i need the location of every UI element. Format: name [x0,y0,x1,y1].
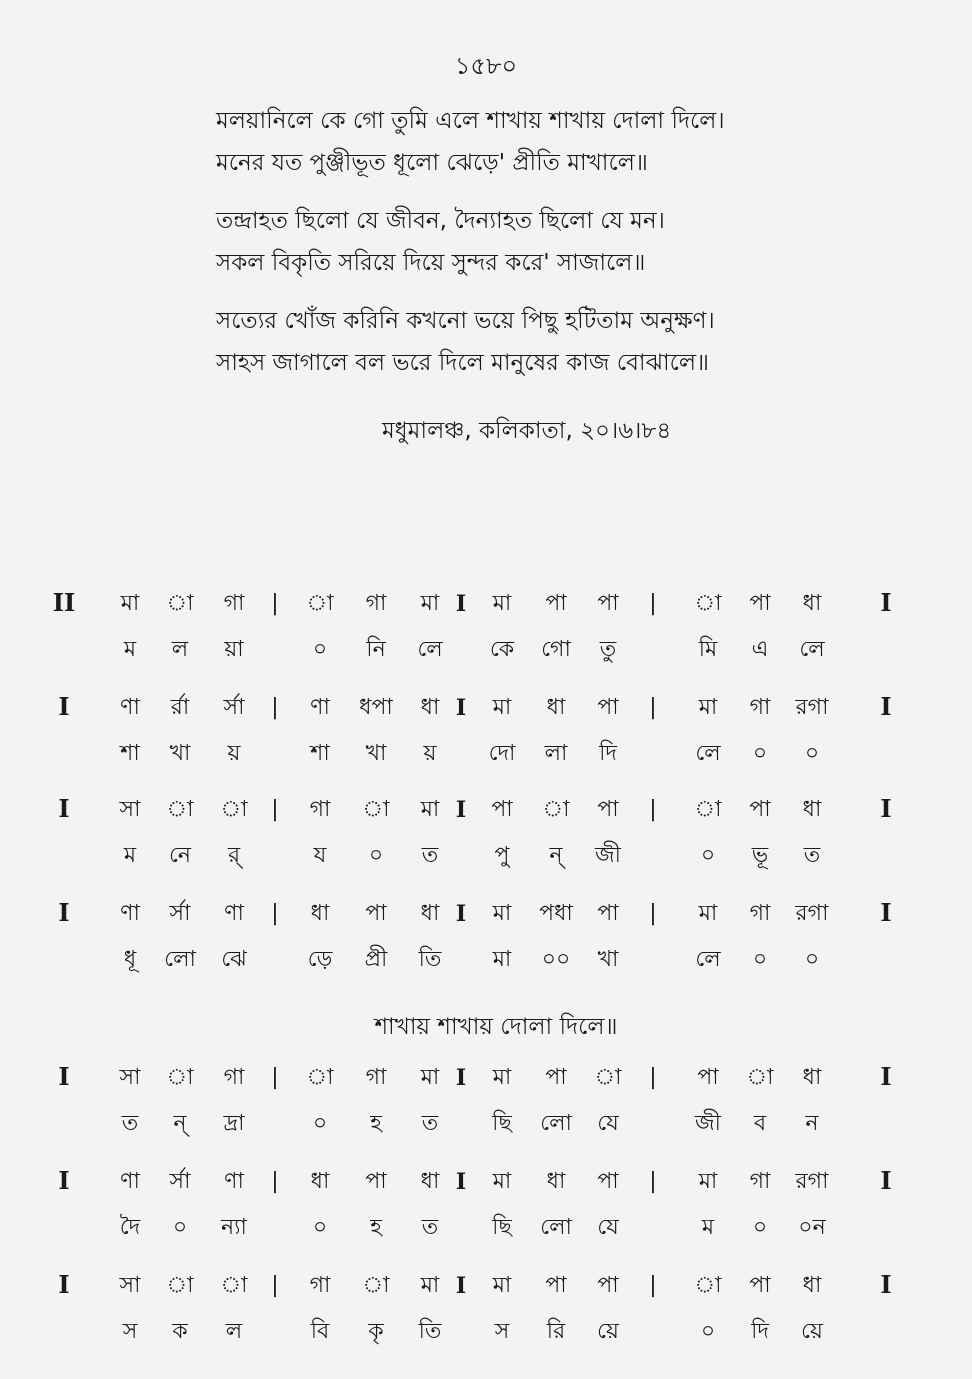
lyric-syllable: হ [370,1111,382,1136]
swara-note: মা [420,1273,440,1298]
row-start-barline: I [58,692,70,721]
swara-note: গা [749,901,771,926]
swara-line [100,790,860,830]
swara-note: ণা [120,901,140,926]
verse-2 [216,200,896,284]
barline: | [649,797,657,822]
swara-line [100,688,860,728]
swara-note: া [166,591,194,616]
barline: | [649,1273,657,1298]
lyric-syllable: র্ [227,843,241,868]
swara-note: ধা [546,1169,566,1194]
verse-line: সাহস জাগালে বল ভরে দিলে মানুষের কাজ বোঝালে॥ [216,350,710,376]
lyric-syllable: ত [121,1111,139,1136]
lyric-syllable: ০ [368,843,384,868]
barline: | [649,1065,657,1090]
lyric-syllable: ত [421,1111,439,1136]
swara-note: পা [597,591,619,616]
lyric-syllable: দ্রা [223,1111,245,1136]
lyric-syllable: স [494,1319,510,1344]
swara-note: মা [492,1169,512,1194]
swara-note: া [746,1065,774,1090]
swara-note: মা [492,695,512,720]
lyric-syllable-line [100,734,860,774]
row-end-barline: I [880,692,892,721]
swara-note: গা [309,1273,331,1298]
row-start-barline: I [58,1062,70,1091]
lyric-syllable: য়া [224,637,244,662]
page-number: ১৫৮০ [454,52,518,80]
lyric-syllable: কৃ [368,1319,384,1344]
swara-line [100,894,860,934]
notation-row [0,584,972,680]
swara-note: ণা [310,695,330,720]
signature: মধুমালঞ্চ, কলিকাতা, ২০।৬।৮৪ [382,418,672,444]
lyric-syllable: ত [421,843,439,868]
barline: | [271,591,279,616]
swara-note: গা [749,695,771,720]
lyric-syllable: ধূ [123,947,137,972]
lyric-syllable: জী [595,843,621,868]
lyric-syllable: কে [489,637,515,662]
swara-note: পা [545,591,567,616]
row-start-barline: I [58,1270,70,1299]
swara-note: র্সা [169,901,191,926]
lyric-syllable: স [122,1319,138,1344]
swara-note: রগা [795,901,829,926]
swara-note: সা [119,1065,141,1090]
row-start-barline: I [58,794,70,823]
lyric-syllable: দো [488,741,516,766]
verse-line: সকল বিকৃতি সরিয়ে দিয়ে সুন্দর করে' সাজালে॥ [216,250,646,276]
lyric-syllable: ন্যা [221,1215,247,1240]
swara-note: া [542,797,570,822]
lyric-syllable: দৈ [119,1215,141,1240]
swara-note: গা [749,1169,771,1194]
lyric-syllable: ন্ [173,1111,187,1136]
swara-note: পা [697,1065,719,1090]
swara-note: পা [491,797,513,822]
swara-note: পা [545,1273,567,1298]
barline: I [455,797,467,823]
lyric-syllable: খা [597,947,619,972]
lyric-syllable: তু [599,637,617,662]
lyric-syllable: ছি [492,1111,512,1136]
lyric-syllable: মি [698,637,718,662]
lyric-syllable: ০ [700,843,716,868]
row-end-barline: I [880,794,892,823]
lyric-syllable: লো [540,1111,572,1136]
row-end-barline: I [880,1062,892,1091]
swara-note: গা [309,797,331,822]
lyric-syllable: ম [701,1215,715,1240]
swara-note: গা [223,1065,245,1090]
swara-note: পা [545,1065,567,1090]
lyric-syllable: য় [423,741,437,766]
lyric-syllable: ক [172,1319,188,1344]
lyric-syllable: বি [310,1319,330,1344]
swara-note: মা [120,591,140,616]
swara-note: ণা [224,901,244,926]
lyric-syllable: ত [421,1215,439,1240]
lyric-syllable: রি [546,1319,566,1344]
swara-note: রগা [795,695,829,720]
swara-line [100,1058,860,1098]
notation-row [0,1266,972,1362]
swara-note: া [694,797,722,822]
verse-1 [216,100,896,184]
lyric-syllable: ০ [752,947,768,972]
lyric-syllable: তি [418,1319,442,1344]
swara-note: ণা [120,1169,140,1194]
swara-note: মা [420,797,440,822]
barline: | [271,901,279,926]
lyric-syllable: লে [695,741,721,766]
swara-note: পধা [539,901,573,926]
swara-note: গা [223,591,245,616]
lyric-syllable: মা [492,947,512,972]
swara-note: র্সা [169,1169,191,1194]
verse-line: মলয়ানিলে কে গো তুমি এলে শাখায় শাখায় দোলা দিলে। [216,108,725,134]
swara-note: মা [698,695,718,720]
verse-3 [216,300,896,384]
lyric-syllable: ম [123,637,137,662]
lyric-syllable-line [100,1104,860,1144]
lyric-syllable: ০০ [541,947,571,972]
lyric-syllable: ০ [312,1111,328,1136]
lyric-syllable: য [313,843,327,868]
lyric-syllable: ০ [700,1319,716,1344]
row-end-barline: I [880,898,892,927]
barline: I [455,901,467,927]
lyric-syllable: এ [751,637,769,662]
lyric-syllable: যে [597,1111,619,1136]
lyric-syllable: য় [227,741,241,766]
swara-note: ধা [546,695,566,720]
barline: | [649,1169,657,1194]
lyric-syllable: ল [171,637,189,662]
swara-note: পা [749,797,771,822]
lyric-syllable: নে [168,843,192,868]
swara-note: া [166,797,194,822]
barline: I [455,1065,467,1091]
swara-note: পা [597,1169,619,1194]
swara-note: ধা [420,901,440,926]
barline: I [455,1273,467,1299]
swara-note: মা [492,591,512,616]
verse-line: সত্যের খোঁজ করিনি কখনো ভয়ে পিছু হটিতাম অনুক্ষণ। [216,308,715,334]
lyric-syllable: ০ [312,1215,328,1240]
lyric-syllable: খা [169,741,191,766]
swara-note: ণা [224,1169,244,1194]
lyric-syllable: য়ে [597,1319,619,1344]
swara-note: ধা [802,1065,822,1090]
swara-note: পা [365,1169,387,1194]
swara-note: পা [749,591,771,616]
lyric-syllable: পু [494,843,510,868]
lyric-syllable: ০ [804,741,820,766]
swara-note: মা [492,901,512,926]
barline: I [455,695,467,721]
row-end-barline: I [880,1270,892,1299]
lyric-syllable-line [100,836,860,876]
row-start-barline: I [58,898,70,927]
lyric-syllable: ০ [172,1215,188,1240]
row-end-barline: I [880,588,892,617]
swara-note: া [694,591,722,616]
swara-note: মা [492,1273,512,1298]
lyric-syllable: দি [751,1319,769,1344]
swara-note: মা [492,1065,512,1090]
swara-note: া [362,797,390,822]
swara-note: পা [597,695,619,720]
lyric-syllable: লা [544,741,568,766]
lyric-syllable: ল [225,1319,243,1344]
notation-row [0,1058,972,1154]
row-start-barline: I [58,1166,70,1195]
lyric-syllable: ০ [804,947,820,972]
barline: | [271,1169,279,1194]
lyric-syllable: যে [597,1215,619,1240]
barline: | [271,1273,279,1298]
lyric-syllable: ম [123,843,137,868]
swara-note: র্রা [170,695,190,720]
lyric-syllable: শা [310,741,330,766]
barline: | [649,901,657,926]
swara-note: পা [597,1273,619,1298]
lyric-syllable-line [100,1312,860,1352]
lyric-syllable: গো [541,637,571,662]
swara-note: ণা [120,695,140,720]
lyric-syllable: খা [365,741,387,766]
swara-note: ধা [420,1169,440,1194]
lyric-syllable: ত [803,843,821,868]
barline: I [455,1169,467,1195]
swara-note: া [220,1273,248,1298]
notation-row [0,790,972,886]
swara-note: া [166,1065,194,1090]
barline: | [649,695,657,720]
swara-note: া [594,1065,622,1090]
lyric-syllable-line [100,1208,860,1248]
lyric-syllable: ভূ [751,843,769,868]
barline: I [455,591,467,617]
lyric-syllable: য়ে [801,1319,823,1344]
lyric-syllable-line [100,630,860,670]
lyric-syllable: প্রী [364,947,388,972]
lyric-syllable: লো [164,947,196,972]
swara-note: া [694,1273,722,1298]
swara-note: ধা [310,1169,330,1194]
row-end-barline: I [880,1166,892,1195]
lyric-syllable: ০ন [798,1215,826,1240]
swara-note: পা [365,901,387,926]
lyric-syllable: ছি [492,1215,512,1240]
lyric-syllable-line [100,940,860,980]
barline: | [649,591,657,616]
swara-note: ধা [802,797,822,822]
barline: | [271,797,279,822]
swara-note: মা [420,1065,440,1090]
lyric-syllable: ০ [752,1215,768,1240]
lyric-syllable: ব [753,1111,767,1136]
lyric-syllable: লে [417,637,443,662]
swara-note: ধপা [359,695,393,720]
swara-note: সা [119,797,141,822]
lyric-syllable: তি [418,947,442,972]
verse-line: তন্দ্রাহত ছিলো যে জীবন, দৈন্যাহত ছিলো যে মন। [216,208,665,234]
swara-line [100,1162,860,1202]
swara-note: পা [749,1273,771,1298]
swara-note: রগা [795,1169,829,1194]
lyric-syllable: লো [540,1215,572,1240]
swara-note: সা [119,1273,141,1298]
lyric-syllable: ঝে [221,947,247,972]
swara-note: গা [365,1065,387,1090]
swara-note: ধা [420,695,440,720]
swara-note: পা [597,797,619,822]
swara-note: ধা [802,591,822,616]
swara-line [100,584,860,624]
swara-note: গা [365,591,387,616]
notation-row [0,688,972,784]
swara-note: া [220,797,248,822]
swara-note: পা [597,901,619,926]
swara-note: ধা [310,901,330,926]
swara-note: ধা [802,1273,822,1298]
swara-line [100,1266,860,1306]
swara-note: া [306,1065,334,1090]
lyric-syllable: লে [695,947,721,972]
lyric-syllable: ড়ে [307,947,333,972]
swara-note: া [306,591,334,616]
verse-line: মনের যত পুঞ্জীভূত ধূলো ঝেড়ে' প্রীতি মাখালে॥ [216,150,648,176]
lyric-syllable: ন্ [549,843,563,868]
swara-note: মা [420,591,440,616]
lyric-syllable: শা [120,741,140,766]
lyric-syllable: ন [805,1111,819,1136]
barline: | [271,1065,279,1090]
lyric-syllable: লে [799,637,825,662]
swara-note: র্সা [223,695,245,720]
lyric-syllable: দি [599,741,617,766]
swara-note: া [362,1273,390,1298]
lyric-syllable: ০ [312,637,328,662]
notation-row [0,1162,972,1258]
swara-note: মা [698,1169,718,1194]
lyric-syllable: হ [370,1215,382,1240]
lyric-syllable: ০ [752,741,768,766]
row-start-barline: II [52,588,76,617]
swara-note: া [166,1273,194,1298]
notation-row [0,894,972,990]
swara-note: মা [698,901,718,926]
refrain: শাখায় শাখায় দোলা দিলে॥ [374,1014,618,1040]
lyric-syllable: নি [366,637,386,662]
barline: | [271,695,279,720]
lyric-syllable: জী [695,1111,721,1136]
